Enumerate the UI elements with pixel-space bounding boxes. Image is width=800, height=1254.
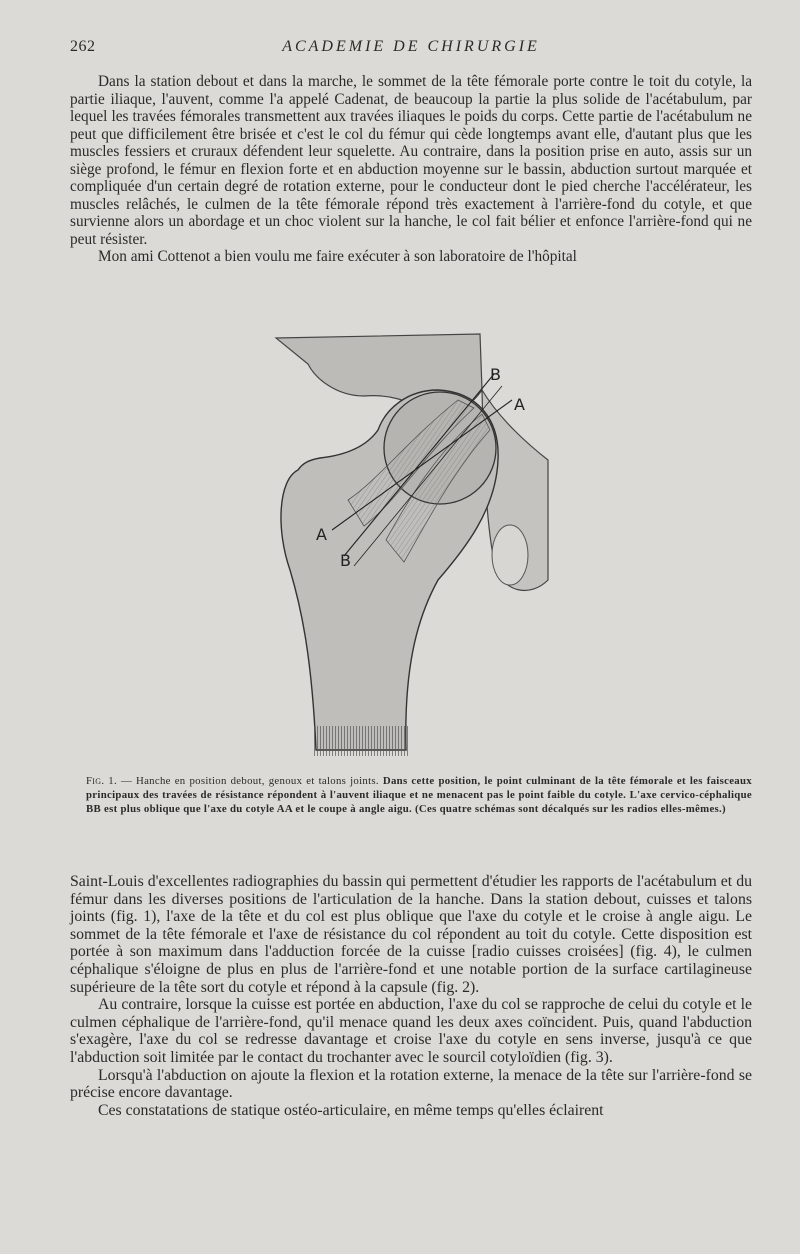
- obturator-foramen: [492, 525, 528, 585]
- body-text-bottom: [70, 873, 752, 1119]
- caption-label: Fig. 1.: [86, 775, 117, 787]
- paragraph: Au contraire, lorsque la cuisse est portée en abduction, l'axe du col se rapproche de celui du cotyle et le culmen céphalique de l'arrière-fond, qu'il menace quand les deux axes coïncident. Puis, quand l'abduction s'exagère, l'axe du col se redresse davantage et croise l'axe du cotyle en sens inverse, jusqu'à ce que l'abduction soit limitée par le contact du trochanter avec le sourcil cotyloïdien (fig. 3).: [70, 996, 752, 1066]
- base-hatching: [312, 726, 408, 756]
- figure-caption: [86, 774, 752, 816]
- paragraph: Mon ami Cottenot a bien voulu me faire exécuter à son laboratoire de l'hôpital: [98, 248, 577, 265]
- running-head: ACADEMIE DE CHIRURGIE: [282, 38, 540, 55]
- caption-bold-text: Dans cette position, le point culminant de la tête fémorale et les faisceaux principaux des travées de résistance répondent à l'auvent iliaque et ne menacent pas le point faible du cotyle. L'axe cervico-céphalique BB est plus oblique que l'axe du cotyle AA et le coupe à angle aigu. (Ces quatre schémas sont décalqués sur les radios elles-mêmes.): [86, 775, 752, 815]
- paragraph: Dans la station debout et dans la marche, le sommet de la tête fémorale porte contre le toit du cotyle, la partie iliaque, l'auvent, comme l'a appelé Cadenat, de beaucoup la partie la plus solide de l'acétabulum, par lequel les travées fémorales transmettent aux travées iliaques le poids du corps. Cette partie de l'acétabulum ne peut que difficilement être brisée et c'est le col du fémur qui cède longtemps avant elle, d'autant plus que les muscles fessiers et cruraux défendent leur squelette. Au contraire, dans la position prise en auto, assis sur un siège profond, le fémur en flexion forte et en abduction moyenne sur le bassin, abduction surtout marquée et compliquée d'un certain degré de rotation externe, pour le conducteur dont le pied cherche l'accélérateur, les muscles relâchés, le culmen de la tête fémorale répond très exactement à l'arrière-fond du cotyle, et que survienne alors un abordage et un choc violent sur la hanche, le col fait bélier et enfonce l'arrière-fond qui ne peut résister.: [70, 73, 752, 248]
- label-A-bottom: A: [316, 525, 327, 544]
- paragraph: Saint-Louis d'excellentes radiographies du bassin qui permettent d'étudier les rapports de l'acétabulum et du fémur dans les diverses positions de l'articulation de la hanche. Dans la station debout, cuisses et talons joints (fig. 1), l'axe de la tête et du col est plus oblique que l'axe du cotyle et le croise à angle aigu. Le sommet de la tête fémorale et l'axe de résistance du col répondent au toit du cotyle. Cette disposition est portée à son maximum dans l'adduction forcée de la cuisse [radio cuisses croisées] (fig. 4), le culmen céphalique s'éloigne de plus en plus de l'arrière-fond et une notable portion de la surface cartilagineuse supérieure de la tête sort du cotyle et répond à la capsule (fig. 2).: [70, 873, 752, 996]
- label-B-top: B: [490, 365, 501, 384]
- hip-joint-figure: [268, 330, 550, 760]
- page-number: 262: [70, 38, 96, 55]
- label-B-bottom: B: [340, 551, 351, 570]
- body-text-top: [70, 73, 752, 266]
- caption-text: — Hanche en position debout, genoux et talons joints.: [117, 775, 383, 787]
- paragraph: Ces constatations de statique ostéo-articulaire, en même temps qu'elles éclairent: [98, 1101, 604, 1119]
- page-header: [70, 38, 752, 62]
- label-A-top: A: [514, 395, 525, 414]
- paragraph: Lorsqu'à l'abduction on ajoute la flexion et la rotation externe, la menace de la tête sur l'arrière-fond se précise encore davantage.: [70, 1066, 752, 1102]
